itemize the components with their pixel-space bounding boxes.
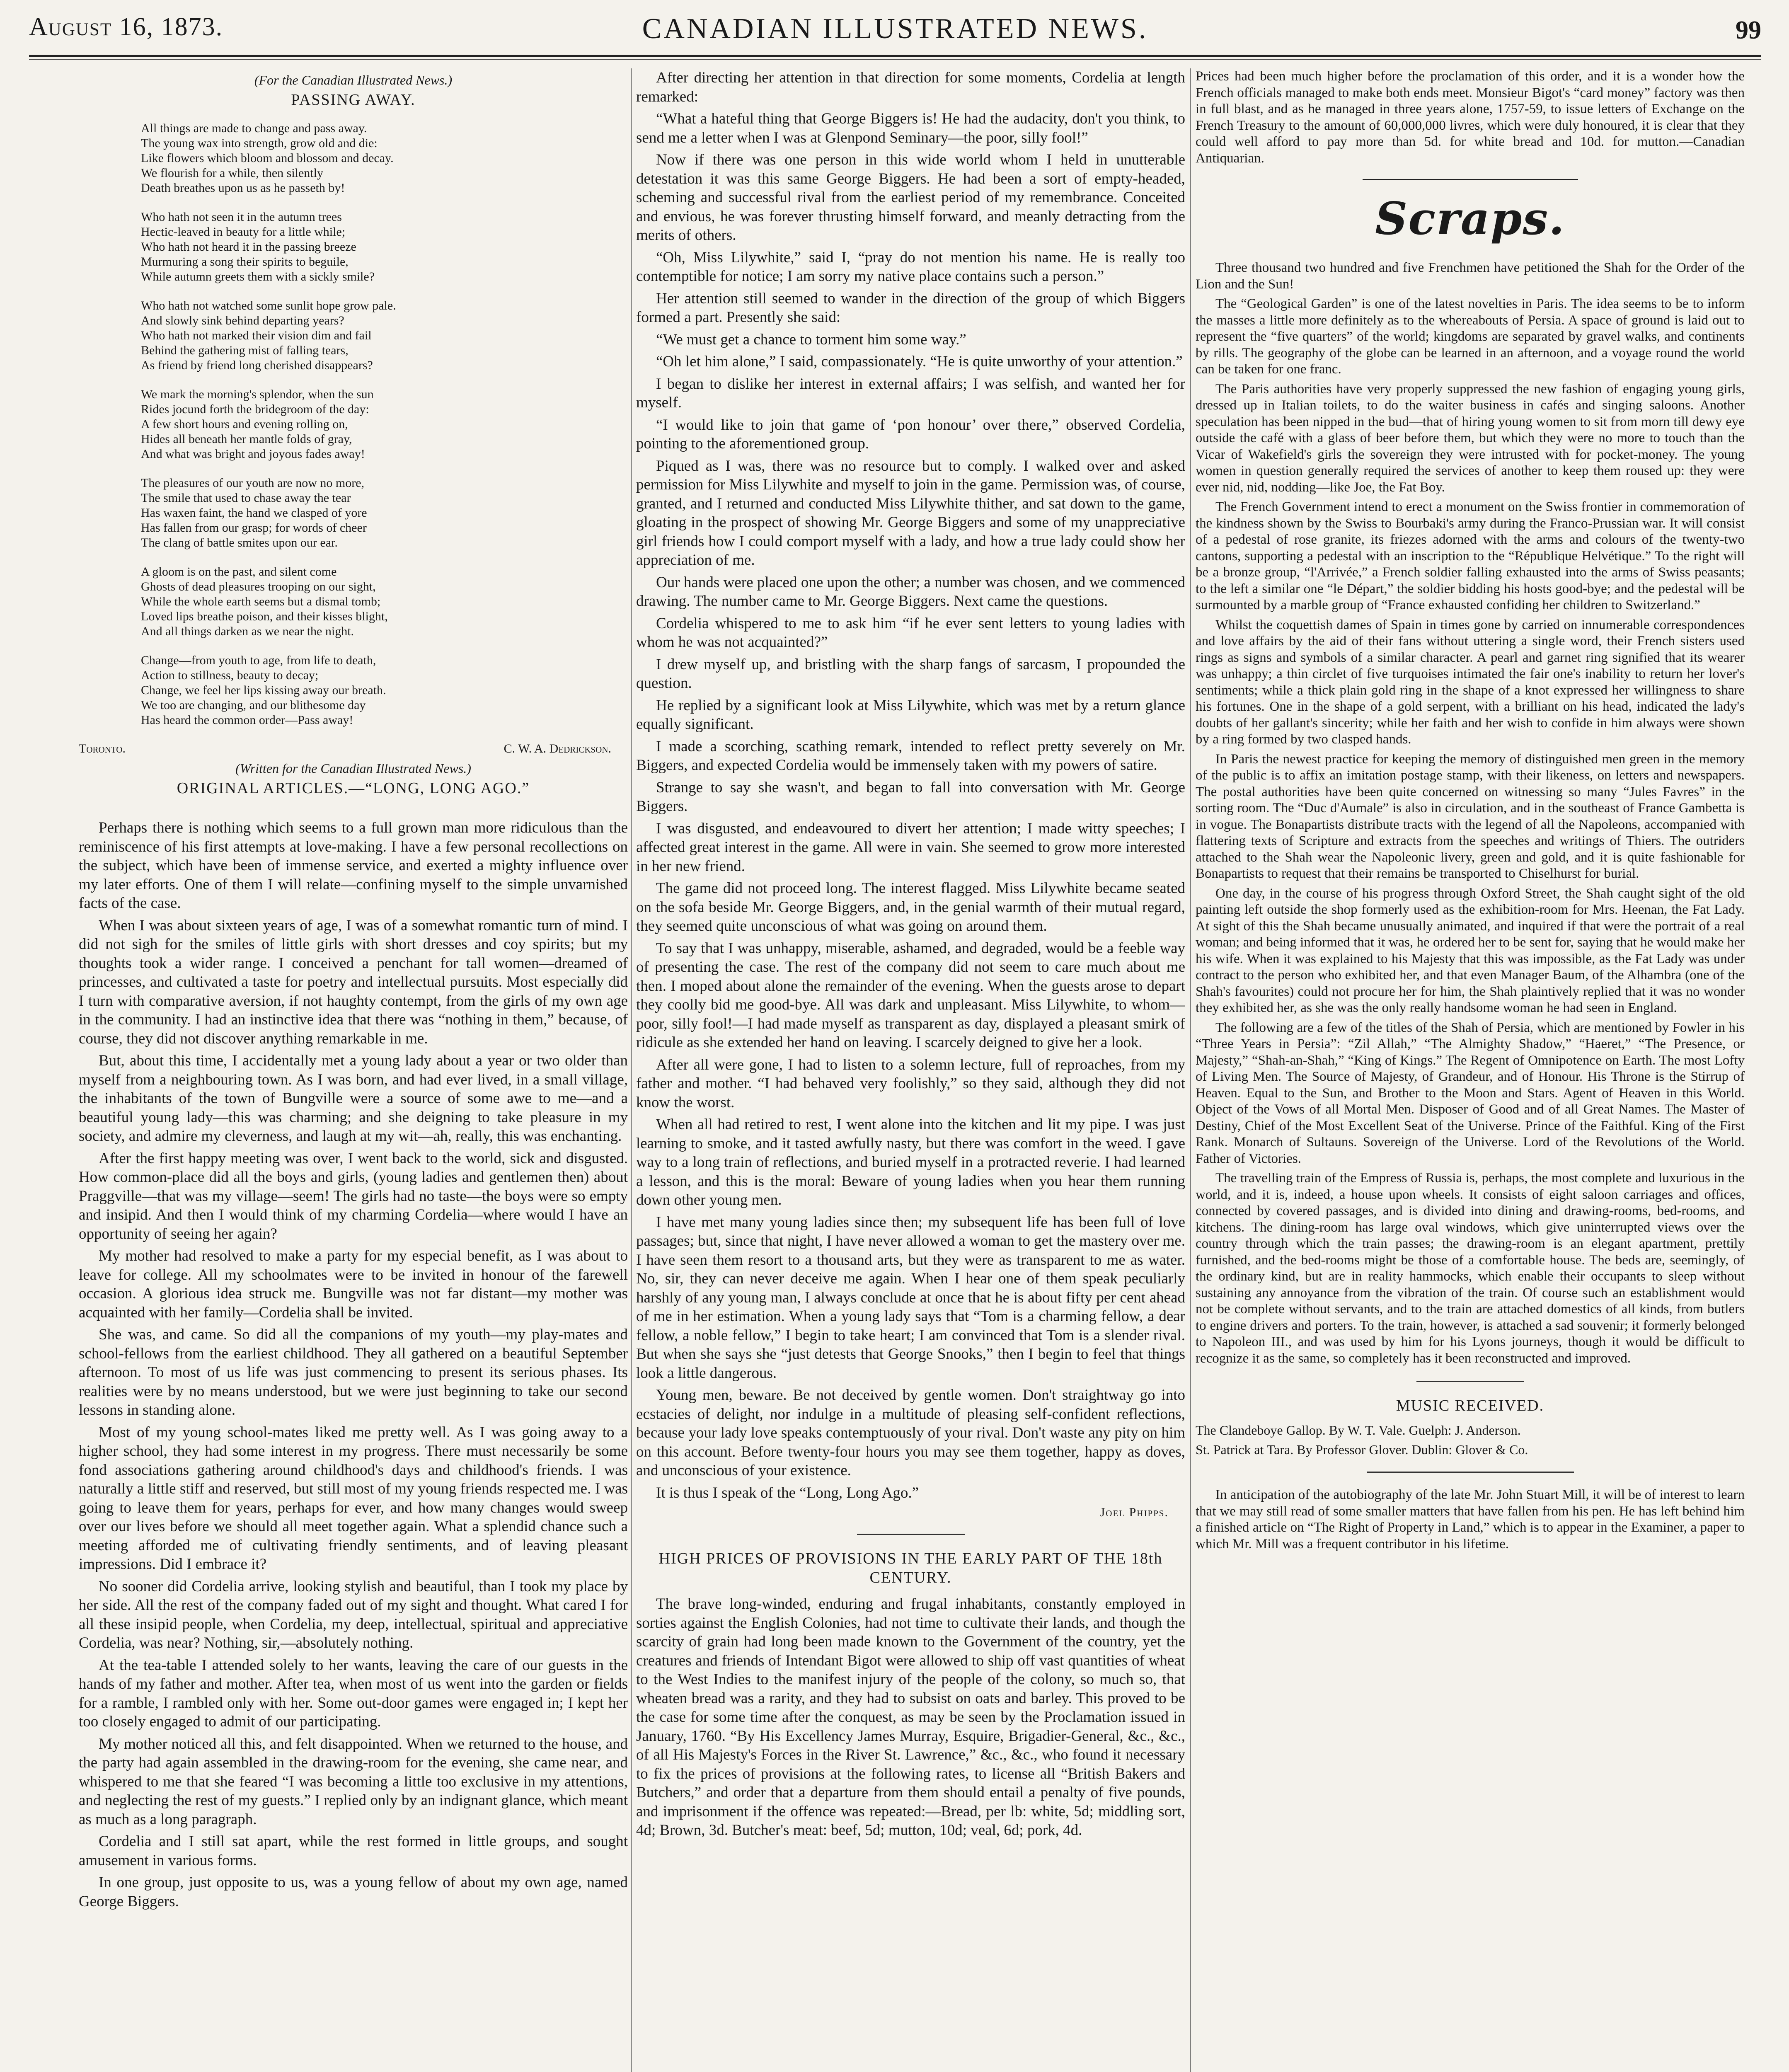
article-paragraph: At the tea-table I attended solely to her wants, leaving the care of our guests in the hands of my father and mother. After tea, when most of us went into the garden or fields for a ramble, I rambled only with her. Some out-door games were engaged in; I kept her too closely engaged to admit of our participating. <box>79 1656 628 1730</box>
article-paragraph: Our hands were placed one upon the other; a number was chosen, and we commenced drawing. The number came to Mr. George Biggers. Next came the questions. <box>636 574 1185 610</box>
poem-line: Who hath not marked their vision dim and fail <box>141 329 372 342</box>
scraps-heading: Scraps. <box>1375 193 1565 245</box>
article-paragraph: Cordelia whispered to me to ask him “if he ever sent letters to young ladies with whom he was not acquainted?” <box>636 615 1185 651</box>
poem-line: A few short hours and evening rolling on, <box>141 417 348 431</box>
issue-date: August 16, 1873. <box>29 13 223 41</box>
article-paragraph: When I was about sixteen years of age, I was of a somewhat romantic turn of mind. I did not sigh for the smiles of little girls with short dresses and coy spirits; but my thoughts took a wider range. I conceived a penchant for tall women—dreamed of princesses, and cultivated a taste for poetry and intellectual pursuits. Most especially did I turn with comparative aversion, if not haughty contempt, from the girls of my own age in the community. I had an instinctive idea that there was “nothing in them,” because, of course, they did not discover anything remarkable in me. <box>79 917 628 1047</box>
header-rule-thin <box>29 59 1761 60</box>
newspaper-title: CANADIAN ILLUSTRATED NEWS. <box>642 13 1148 45</box>
music-item: The Clandeboye Gallop. By W. T. Vale. Guelph: J. Anderson. <box>1196 1423 1521 1438</box>
article-paragraph: In one group, just opposite to us, was a young fellow of about my own age, named George Biggers. <box>79 1874 628 1910</box>
article-paragraph: “Oh let him alone,” I said, compassionately. “He is quite unworthy of your attention.” <box>656 353 1183 370</box>
poem-stanza <box>141 210 628 284</box>
poem-line: The pleasures of our youth are now no more, <box>141 476 365 490</box>
music-item: St. Patrick at Tara. By Professor Glover. Dublin: Glover & Co. <box>1196 1442 1528 1457</box>
article-paragraph: To say that I was unhappy, miserable, ashamed, and degraded, would be a feeble way of presenting the case. The rest of the company did not seem to care much about me then. I moped about alone the remainder of the evening. When the guests arose to depart they coolly bid me good-bye. All was dark and unpleasant. Miss Lilywhite, to whom—poor, silly fool!—I had made myself as transparent as day, displayed a pleasant smirk of ridicule as she extended her hand on leaving. I scarcely deigned to give her a look. <box>636 939 1185 1051</box>
scrap-item: Whilst the coquettish dames of Spain in times gone by carried on innumerable correspondences and love affairs by the aid of their fans without uttering a single word, their French sisters used rings as signs and symbols of a similar character. A pearl and garnet ring signified that its wearer was unhappy; a thin circlet of five turquoises intimated the fair one's inability to return her lover's sentiments; while a thick plain gold ring in the shape of a knot expressed her willingness to share his fortunes. One in the shape of a gold serpent, with a brilliant on his head, indicated the lady's doubts of her gallant's sincerity; while her faith and her wish to confide in him always were shown by a ring formed by two clasped hands. <box>1196 617 1745 747</box>
poem-stanza <box>141 653 628 728</box>
provisions-body-continued <box>1196 68 1745 167</box>
article-paragraph: “What a hateful thing that George Biggers is! He had the audacity, don't you think, to send me a letter when I was at Glenpond Seminary—the poor, silly fool!” <box>636 110 1185 146</box>
provisions-body <box>636 1595 1185 1840</box>
poem-line: Behind the gathering mist of falling tears, <box>141 344 349 357</box>
article-paragraph: My mother had resolved to make a party for my especial benefit, as I was about to leave for college. All my schoolmates were to be invited in honour of the farewell occasion. A glorious idea struck me. Bungville was not far distant—my mother was acquainted with her family—Cordelia shall be invited. <box>79 1247 628 1321</box>
poem-line: And all things darken as we near the night. <box>141 625 354 638</box>
poem-stanza <box>141 476 628 550</box>
poem-line: Death breathes upon us as he passeth by! <box>141 181 345 195</box>
scrap-item: The French Government intend to erect a monument on the Swiss frontier in commemoration of the kindness shown by the Swiss to Bourbaki's army during the Franco-Prussian war. It will consist of a pedestal of rose granite, its friezes adorned with the arms and colours of the twenty-two cantons, supporting a pedestal with an inscription to the “République Helvétique.” To the right will be a bronze group, “l'Arrivée,” a French soldier falling exhausted into the arms of Swiss peasants; to the left a similar one “le Départ,” the soldier bidding his hosts good-bye; and the pedestal will be surmounted by a marble group of “France exhausted confiding her children to Switzerland.” <box>1196 499 1745 612</box>
scrap-item: In Paris the newest practice for keeping the memory of distinguished men green in the memory of the public is to affix an imitation postage stamp, with their likeness, on letters and newspapers. The postal authorities have been quite concerned on witnessing so many “Jules Favres” in the sorting room. The “Duc d'Aumale” is also in circulation, and in the southeast of France Gambetta is in vogue. The Bonapartists distribute tracts with the legend of all the Napoleons, accompanied with flattering texts of Scripture and extracts from the speeches and writings of Thiers. The outriders attached to the Shah wear the Napoleonic livery, green and gold, and it is quite fashionable for Bonapartists to request that their remains be transported to Chiselhurst for burial. <box>1196 751 1745 881</box>
poem-line: Change—from youth to age, from life to death, <box>141 654 376 667</box>
article-credit: (Written for the Canadian Illustrated News.) <box>235 761 471 776</box>
poem-line: Who hath not seen it in the autumn trees <box>141 210 342 224</box>
poem-stanza <box>141 121 628 196</box>
scraps-body <box>1196 260 1745 1367</box>
poem-line: And what was bright and joyous fades away! <box>141 447 365 461</box>
article-author: Joel Phipps. <box>1100 1506 1169 1519</box>
poem-stanza <box>141 298 628 373</box>
poem-body <box>141 121 628 728</box>
poem-line: We flourish for a while, then silently <box>141 166 323 180</box>
column-1 <box>79 68 628 2072</box>
article-paragraph: When all had retired to rest, I went alone into the kitchen and lit my pipe. I was just learning to smoke, and it tasted awfully nasty, but there was comfort in the weed. I gave way to a long train of reflections, and buried myself in a protracted reverie. I had learned a lesson, and this is the moral: Beware of young ladies when you hear them running down other young men. <box>636 1116 1185 1208</box>
article-paragraph: But, about this time, I accidentally met a young lady about a year or two older than myself from a neighbouring town. As I was born, and had ever lived, in a small village, the inhabitants of the town of Bungville were a source of some awe to me—and a beautiful young lady—this was charming; and she deigning to take pleasure in my society, and admire my cleverness, and laugh at my wit—ah, really, this was enchanting. <box>79 1052 628 1145</box>
article-paragraph: Piqued as I was, there was no resource but to comply. I walked over and asked permission for Miss Lilywhite and myself to join in the game. Permission was, of course, granted, and I returned and conducted Miss Lilywhite thither, and sat down to the game, gloating in the prospect of showing Mr. George Biggers and some of my unappreciative girl friends how I could comport myself with a lady, and how a true lady could show her appreciation of me. <box>636 457 1185 569</box>
section-rule <box>857 1534 965 1535</box>
article-paragraph: After the first happy meeting was over, I went back to the world, sick and disgusted. How common-place did all the boys and girls, (young ladies and gentlemen then) about Praggville—that was my village—seem! The girls had no taste—the boys were so empty and insipid. And then I would think of my charming Cordelia—where would I have an opportunity of seeing her again? <box>79 1150 628 1242</box>
scrap-item: The following are a few of the titles of the Shah of Persia, which are mentioned by Fowler in his “Three Years in Persia”: “Zil Allah,” “The Almighty Shadow,” “Haeret,” “The Presence, or Majesty,” “Shah-an-Shah,” “King of Kings.” The Regent of Omnipotence on Earth. The most Lofty of Living Men. The Source of Majesty, of Grandeur, and of Honour. His Throne is the Stirrup of Heaven. Equal to the Sun, and Brother to the Moon and Stars. Agent of Heaven in this World. Object of the Vows of all Mortal Men. Disposer of Good and of all Great Names. The Master of Destiny, Chief of the Most Excellent Seat of the Universe. Prince of the Faithful. King of the First Rank. Monarch of Sultauns. Sovereign of the Universe. Lord of the Revolutions of the World. Father of Victories. <box>1196 1020 1745 1166</box>
poem-signature <box>79 742 628 756</box>
poem-credit: (For the Canadian Illustrated News.) <box>254 73 453 87</box>
article-paragraph: “We must get a chance to torment him some way.” <box>656 331 966 348</box>
scrap-item: One day, in the course of his progress through Oxford Street, the Shah caught sight of the old painting left outside the shop formerly used as the exhibition-room for Mrs. Heenan, the Fat Lady. At sight of this the Shah became unusually animated, and inquired if that were the portrait of a real woman; and being informed that it was, he ordered her to be sent for, saying that he would make her his wife. When it was explained to his Majesty that this was impossible, as the Fat Lady was under contract to the person who exhibited her, and that even Manager Baum, of the Alhambra (one of the Shah's favourites) could not procure her for him, the Shah plaintively replied that it was no wonder they exhibited her, as she was the only really handsome woman he had seen in England. <box>1196 886 1745 1015</box>
poem-line: We mark the morning's splendor, when the sun <box>141 387 374 401</box>
article-paragraph: My mother noticed all this, and felt disappointed. When we returned to the house, and the party had again assembled in the drawing-room for the evening, she came near, and whispered to me that she feared “I was becoming a little too exclusive in my attentions, and neglecting the rest of my guests.” I replied only by an indignant glance, which meant as much as a long paragraph. <box>79 1735 628 1828</box>
provisions-paragraph: Prices had been much higher before the proclamation of this order, and it is a wonder how the French officials managed to make both ends meet. Monsieur Bigot's “card money” factory was then in full blast, and as he managed in three years alone, 1757-59, to issue letters of Exchange on the French Treasury to the amount of 60,000,000 livres, which were duly honoured, it is clear that they could well afford to pay more than 5d. for white bread and 10d. for mutton.—Canadian Antiquarian. <box>1196 69 1745 166</box>
column-3 <box>1196 68 1745 2072</box>
article-paragraph: Strange to say she wasn't, and began to fall into conversation with Mr. George Biggers. <box>636 779 1185 815</box>
page-number: 99 <box>1736 16 1761 44</box>
poem-line: The clang of battle smites upon our ear. <box>141 536 338 549</box>
header-rule <box>29 55 1761 57</box>
article-paragraph: The game did not proceed long. The interest flagged. Miss Lilywhite became seated on the sofa beside Mr. George Biggers, and, in the genial warmth of their mutual regard, they seemed quite unconscious of what was going on around them. <box>636 880 1185 934</box>
article-paragraph: I made a scorching, scathing remark, intended to reflect pretty severely on Mr. Biggers, and expected Cordelia would be immensely taken with my powers of satire. <box>636 738 1185 774</box>
poem-line: Has heard the common order—Pass away! <box>141 713 353 727</box>
article-paragraph: “Oh, Miss Lilywhite,” said I, “pray do not mention his name. He is really too contemptible for notice; I am sorry my native place contains such a person.” <box>636 249 1185 285</box>
article-paragraph: Now if there was one person in this wide world whom I held in unutterable detestation it was this same George Biggers. He had been a sort of empty-headed, scheming and successful rival from the earliest period of my remembrance. Conceited and envious, he was forever thrusting himself forward, and meanly detracting from the merits of others. <box>636 151 1185 244</box>
poem-line: Like flowers which bloom and blossom and decay. <box>141 151 394 165</box>
article-paragraph: After directing her attention in that direction for some moments, Cordelia at length remarked: <box>636 69 1185 105</box>
article-paragraph: It is thus I speak of the “Long, Long Ago.” <box>656 1484 919 1501</box>
section-rule <box>1367 1472 1574 1473</box>
article-paragraph: After all were gone, I had to listen to a solemn lecture, full of reproaches, from my father and mother. “I had behaved very foolishly,” so they said, although they did not know the worst. <box>636 1056 1185 1111</box>
section-rule <box>1363 179 1578 180</box>
poem-stanza <box>141 564 628 639</box>
poem-line: As friend by friend long cherished disappears? <box>141 358 373 372</box>
article-paragraph: I began to dislike her interest in external affairs; I was selfish, and wanted her for myself. <box>636 375 1185 411</box>
scrap-item: The Paris authorities have very properly suppressed the new fashion of engaging young girls, dressed up in Italian toilets, to do the waiter business in cafés and singing saloons. Another speculation has been nipped in the bud—that of hiring young women to sit from morn till dewy eye outside the café with a glass of beer before them, but which they were no more to touch than the Vicar of Wakefield's girls the sovereign they were intrusted with for pocket-money. The young women in question generally required the services of another to keep them roused up: they were ever nid, nid, nodding—like Joe, the Fat Boy. <box>1196 381 1745 495</box>
article-paragraph: Perhaps there is nothing which seems to a full grown man more ridiculous than the reminiscence of his first attempts at love-making. I have a few personal recollections on the subject, which have been of immense service, and exerted a mighty influence over my later efforts. One of them I will relate—confining myself to the simple unvarnished facts of the case. <box>79 819 628 912</box>
article-paragraph: No sooner did Cordelia arrive, looking stylish and beautiful, than I took my place by her side. All the rest of the company faded out of my sight and thought. What cared I for all these insipid people, when Cordelia, my deep, intellectual, spiritual and appreciative Cordelia, was near? Nothing, sir,—absolutely nothing. <box>79 1578 628 1651</box>
mill-note: In anticipation of the autobiography of the late Mr. John Stuart Mill, it will be of interest to learn that we may still read of some smaller matters that have fallen from his pen. He has left behind him a finished article on “The Right of Property in Land,” which is to appear in the Examiner, a paper to which Mr. Mill was a frequent contributor in his lifetime. <box>1196 1487 1745 1552</box>
poem-line: And slowly sink behind departing years? <box>141 314 344 327</box>
poem-line: Hectic-leaved in beauty for a little while; <box>141 225 346 239</box>
poem-line: Who hath not watched some sunlit hope grow pale. <box>141 299 396 312</box>
article-paragraph: Young men, beware. Be not deceived by gentle women. Don't straightway go into ecstacies of delight, nor indulge in a multitude of pleasing self-confident reflections, because your lady love speaks contemptuously of your rival. Don't waste any pity on him on this account. Before twenty-four hours you may see them together, happy as doves, and unconscious of your existence. <box>636 1387 1185 1479</box>
column-2 <box>636 68 1185 2072</box>
poem-line: Ghosts of dead pleasures trooping on our sight, <box>141 580 376 593</box>
article-paragraph: I drew myself up, and bristling with the sharp fangs of sarcasm, I propounded the question. <box>636 656 1185 692</box>
article-paragraph: I was disgusted, and endeavoured to divert her attention; I made witty speeches; I affected great interest in the game. All were in vain. She seemed to grow more interested in her new friend. <box>636 820 1185 875</box>
poem-line: Hides all beneath her mantle folds of gray, <box>141 432 352 446</box>
article-paragraph: Most of my young school-mates liked me pretty well. As I was going away to a higher school, they had some interest in my progress. There must necessarily be some fond associations gathering around childhood's days and childhood's friends. I was naturally a little stiff and reserved, but still most of my young friends respected me. I was going to leave them for years, perhaps for ever, and how many changes would sweep over our lives before we should all meet together again. What a splendid chance such a meeting afforded me of cultivating friendly sentiments, and of leaving pleasant impressions. Did I embrace it? <box>79 1423 628 1573</box>
article-paragraph: She was, and came. So did all the companions of my youth—my play-mates and school-fellows from the earliest childhood. They all gathered on a beautiful September afternoon. To most of us life was just commencing to present its serious phases. Its realities were by no means understood, but we were just beginning to take our second lessons in standing alone. <box>79 1326 628 1418</box>
column-divider <box>631 68 632 2072</box>
poem-line: Rides jocund forth the bridegroom of the day: <box>141 402 369 416</box>
article-paragraph: “I would like to join that game of ‘pon honour’ over there,” observed Cordelia, pointing to the aforementioned group. <box>636 416 1185 452</box>
poem-author: C. W. A. Dedrickson. <box>504 742 611 755</box>
music-list <box>1196 1423 1745 1457</box>
scrap-item: The “Geological Garden” is one of the latest novelties in Paris. The idea seems to be to inform the masses a little more definitely as to the whereabouts of Persia. A space of ground is laid out to represent the “five quarters” of the world; kingdoms are separated by gravel walks, and continents by rills. The geography of the globe can be learned in an afternoon, and a voyage round the world can be taken for one franc. <box>1196 296 1745 377</box>
article-paragraph: Cordelia and I still sat apart, while the rest formed in little groups, and sought amusement in various forms. <box>79 1833 628 1869</box>
poem-title: PASSING AWAY. <box>291 91 416 109</box>
scrap-item: Three thousand two hundred and five Frenchmen have petitioned the Shah for the Order of the Lion and the Sun! <box>1196 260 1745 292</box>
poem-line: Loved lips breathe poison, and their kisses blight, <box>141 610 388 623</box>
article-paragraph: He replied by a significant look at Miss Lilywhite, which was met by a return glance equally significant. <box>636 697 1185 733</box>
poem-line: All things are made to change and pass away. <box>141 121 367 135</box>
column-divider <box>1190 68 1191 2072</box>
poem-line: Action to stillness, beauty to decay; <box>141 668 319 682</box>
poem-line: Who hath not heard it in the passing breeze <box>141 240 356 254</box>
scrap-item: The travelling train of the Empress of Russia is, perhaps, the most complete and luxurious in the world, and it is, indeed, a house upon wheels. It consists of eight saloon carriages and offices, connected by covered passages, and is divided into dining and drawing-rooms, bed-rooms, and kitchens. The dining-room has large oval windows, which give uninterrupted views over the country through which the train passes; the drawing-room is an elegant apartment, prettily furnished, and the bed-rooms might be those of a comfortable house. The beds are, seemingly, of the ordinary kind, but are in reality hammocks, which enable their occupants to sleep without sustaining any annoyance from the vibration of the train. Of course such an establishment would not be complete without servants, and to the train are attached domestics of all kinds, from butlers to engine drivers and porters. To the train, however, is attached a sad souvenir; it formerly belonged to Napoleon III., and was used by him for his Lyons journeys, though it would be difficult to recognize it as the same, so completely has it been reconstructed and improved. <box>1196 1171 1745 1366</box>
provisions-paragraph: The brave long-winded, enduring and frugal inhabitants, constantly employed in sorties against the English Colonies, had not time to cultivate their lands, and though the scarcity of grain had long been made known to the Government of the country, yet the creatures and friends of Intendant Bigot were allowed to ship off vast quantities of wheat to the West Indies to the manifest injury of the people of the colony, so much so, that wheaten bread was a rarity, and they had to subsist on oats and barley. This proved to be the case for some time after the conquest, as may be seen by the Proclamation issued in January, 1760. “By His Excellency James Murray, Esquire, Brigadier-General, &c., &c., of all His Majesty's Forces in the River St. Lawrence,” &c., &c., who found it necessary to fix the prices of provisions at the following rates, to license all “British Bakers and Butchers,” and order that a departure from them should entail a penalty of five pounds, and imprisonment if the offence was repeated:—Bread, per lb: white, 5d; middling sort, 4d; Brown, 3d. Butcher's meat: beef, 5d; mutton, 10d; veal, 6d; pork, 4d. <box>636 1595 1185 1839</box>
poem-line: Has waxen faint, the hand we clasped of yore <box>141 506 367 520</box>
poem-stanza <box>141 387 628 462</box>
poem-line: A gloom is on the past, and silent come <box>141 565 337 579</box>
poem-place: Toronto. <box>79 742 126 755</box>
poem-line: While the whole earth seems but a dismal tomb; <box>141 595 381 608</box>
poem-line: Has fallen from our grasp; for words of cheer <box>141 521 367 535</box>
poem-line: We too are changing, and our blithesome day <box>141 698 366 712</box>
poem-line: Change, we feel her lips kissing away our breath. <box>141 683 386 697</box>
poem-line: While autumn greets them with a sickly smile? <box>141 270 375 283</box>
masthead <box>29 8 1761 64</box>
poem-line: The young wax into strength, grow old and die: <box>141 136 378 150</box>
article-body-part-2 <box>636 68 1185 1502</box>
section-rule <box>1416 1381 1524 1382</box>
article-paragraph: Her attention still seemed to wander in the direction of the group of which Biggers formed a part. Presently she said: <box>636 290 1185 326</box>
provisions-title: HIGH PRICES OF PROVISIONS IN THE EARLY PART OF THE 18th CENTURY. <box>658 1550 1163 1586</box>
poem-line: Murmuring a song their spirits to beguile, <box>141 255 349 269</box>
poem-line: The smile that used to chase away the tear <box>141 491 351 505</box>
music-heading: MUSIC RECEIVED. <box>1396 1397 1544 1414</box>
article-title: ORIGINAL ARTICLES.—“LONG, LONG AGO.” <box>177 779 530 797</box>
article-body-part-1 <box>79 818 628 1911</box>
article-paragraph: I have met many young ladies since then; my subsequent life has been full of love passages; but, since that night, I have never allowed a woman to get the mastery over me. I have seen them resort to a thousand arts, but they were as transparent to me as water. No, sir, they can never deceive me again. When I hear one of them speak peculiarly harshly of any young man, I always conclude at once that he is about fifty per cent ahead of me in her estimation. When a young lady says that “Tom is a charming fellow, a dear fellow, a noble fellow,” I begin to take heart; I am convinced that Tom is a slender rival. But when she says she “just detests that George Snooks,” then I begin to feel that things look a little dangerous. <box>636 1213 1185 1382</box>
